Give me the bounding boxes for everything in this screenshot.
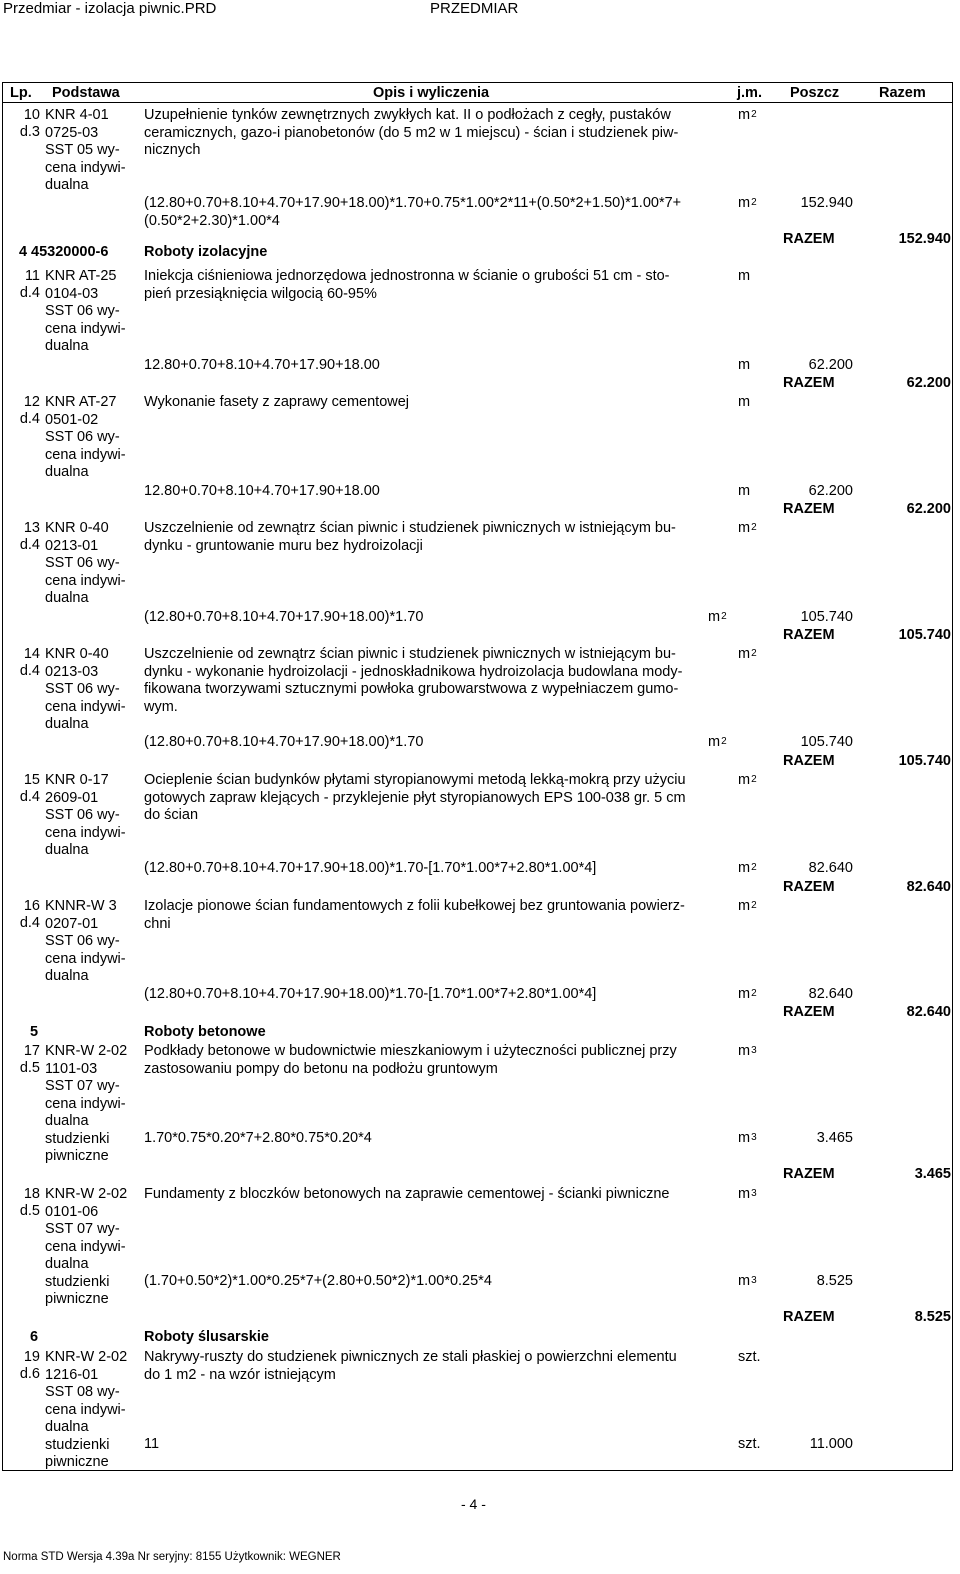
section-title: Roboty betonowe [144, 1024, 266, 1040]
item-basis-line: dualna [45, 464, 89, 480]
document-title: Przedmiar - izolacja piwnic.PRD [3, 0, 217, 17]
item-calc-unit-sup: 2 [751, 862, 757, 873]
item-description-line: dynku - wykonanie hydroizolacji - jednoskładnikowa hydroizolacja budowlana mody- [144, 663, 683, 680]
item-number-line: 17 [23, 1043, 40, 1059]
item-description-line: Nakrywy-ruszty do studzienek piwnicznych ze stali płaskiej o powierzchni elementu [144, 1349, 677, 1365]
item-basis-line: KNR 0-40 [45, 520, 109, 536]
item-description [144, 520, 724, 555]
item-number-line: d.4 [19, 285, 40, 301]
header-rule [2, 102, 953, 103]
item-basis-line: studzienki [45, 1273, 110, 1290]
item-number [4, 394, 40, 428]
item-unit [738, 520, 757, 537]
item-calc-unit-base: m [708, 609, 721, 625]
item-basis-line: dualna [45, 1113, 89, 1129]
section-title: Roboty izolacyjne [144, 244, 268, 260]
item-basis-line: 0213-03 [45, 663, 99, 680]
item-basis-line: SST 07 wy- [45, 1221, 120, 1237]
item-description-line: Uszczelnienie od zewnątrz ścian piwnic i studzienek piwnicznych w istniejącym bu- [144, 646, 676, 662]
item-basis [45, 520, 141, 608]
item-calc-unit-base: m [708, 734, 721, 750]
item-basis-line: 0101-06 [45, 1203, 99, 1220]
item-calculation: (12.80+0.70+8.10+4.70+17.90+18.00)*1.70+0.75*1.00*2*11+(0.50*2+1.50)*1.00*7+ [144, 195, 682, 211]
item-description-line: wym. [144, 698, 178, 715]
item-basis-line: SST 08 wy- [45, 1384, 120, 1400]
item-number-line: 16 [23, 898, 40, 914]
item-number-line: 13 [23, 520, 40, 536]
item-number-line: d.4 [19, 663, 40, 679]
item-number [4, 772, 40, 806]
item-basis-line: SST 06 wy- [45, 933, 120, 949]
item-calc-unit-sup: 3 [751, 1132, 757, 1143]
item-basis-line: SST 06 wy- [45, 681, 120, 697]
item-unit-sup: 3 [751, 1188, 757, 1199]
item-unit-base: m [738, 520, 751, 536]
item-quantity: 62.200 [808, 357, 853, 373]
item-description-line: do 1 m2 - na wzór istniejącym [144, 1366, 336, 1383]
item-basis-line: KNNR-W 3 [45, 898, 117, 914]
item-basis-line: SST 07 wy- [45, 1078, 120, 1094]
item-total-label: RAZEM [783, 1166, 835, 1182]
item-description [144, 898, 724, 933]
item-basis-line: KNR-W 2-02 [45, 1186, 128, 1202]
item-description-line: dynku - gruntowanie muru bez hydroizolacji [144, 537, 423, 554]
item-description-line: Wykonanie fasety z zaprawy cementowej [144, 394, 410, 410]
item-unit [738, 107, 757, 124]
item-number-line: 15 [23, 772, 40, 788]
item-description-line: Iniekcja ciśnieniowa jednorzędowa jednostronna w ścianie o grubości 51 cm - sto- [144, 268, 670, 284]
item-total-label: RAZEM [783, 753, 835, 769]
page-number: - 4 - [461, 1496, 486, 1512]
item-calc-unit-base: szt. [738, 1436, 761, 1452]
item-description-line: Izolacje pionowe ścian fundamentowych z folii kubełkowej bez gruntowania powierz- [144, 898, 685, 914]
item-unit [738, 394, 750, 411]
item-basis-line: KNR 0-17 [45, 772, 109, 788]
item-description [144, 107, 724, 160]
item-calculation: (1.70+0.50*2)*1.00*0.25*7+(2.80+0.50*2)*1.00*0.25*4 [144, 1273, 492, 1289]
item-description [144, 1043, 724, 1078]
item-unit [738, 1186, 757, 1203]
item-unit-sup: 3 [751, 1045, 757, 1056]
item-number-line: d.4 [19, 411, 40, 427]
item-basis-line: 0104-03 [45, 285, 99, 302]
item-basis-line: piwniczne [45, 1148, 109, 1164]
item-basis [45, 1043, 141, 1166]
item-basis [45, 772, 141, 860]
item-basis-line: cena indywi- [45, 1238, 126, 1255]
item-basis-line: 1101-03 [45, 1060, 98, 1077]
item-unit [738, 1349, 761, 1366]
item-calculation: (12.80+0.70+8.10+4.70+17.90+18.00)*1.70-[1.70*1.00*7+2.80*1.00*4] [144, 860, 597, 876]
item-quantity: 152.940 [800, 195, 853, 211]
item-unit [738, 646, 757, 663]
item-number-line: d.4 [19, 537, 40, 553]
item-basis-line: 0213-01 [45, 537, 99, 554]
item-unit [738, 268, 750, 285]
item-calc-unit-base: m [738, 986, 751, 1002]
item-calc-unit-sup: 2 [721, 736, 727, 747]
item-basis-line: KNR AT-25 [45, 268, 117, 284]
item-basis [45, 1349, 141, 1472]
item-basis [45, 394, 141, 482]
item-calc-unit-base: m [738, 357, 751, 373]
item-number [4, 520, 40, 554]
item-basis-line: piwniczne [45, 1291, 109, 1307]
item-basis-line: dualna [45, 177, 89, 193]
item-calc-unit-base: m [738, 483, 751, 499]
item-basis-line: dualna [45, 1256, 89, 1272]
item-unit-base: m [738, 646, 751, 662]
item-basis-line: cena indywi- [45, 446, 126, 463]
item-calc-unit-sup: 2 [751, 988, 757, 999]
item-total-label: RAZEM [783, 879, 835, 895]
item-total-label: RAZEM [783, 627, 835, 643]
item-basis-line: dualna [45, 338, 89, 354]
item-total-value: 105.740 [898, 627, 951, 643]
item-description [144, 1186, 724, 1204]
item-total-value: 62.200 [906, 501, 951, 517]
item-description [144, 394, 724, 412]
item-unit-base: m [738, 772, 751, 788]
item-description-line: zastosowaniu pompy do betonu na podłożu gruntowym [144, 1060, 498, 1077]
item-calculation: (12.80+0.70+8.10+4.70+17.90+18.00)*1.70 [144, 734, 424, 750]
item-number-line: d.4 [19, 915, 40, 931]
item-total-value: 8.525 [914, 1309, 951, 1325]
item-number-line: 19 [23, 1349, 40, 1365]
item-description-line: nicznych [144, 142, 201, 158]
item-total-label: RAZEM [783, 1309, 835, 1325]
item-calculation: 12.80+0.70+8.10+4.70+17.90+18.00 [144, 483, 380, 499]
item-unit-sup: 2 [751, 900, 757, 911]
item-description [144, 1349, 724, 1384]
section-title: Roboty ślusarskie [144, 1329, 269, 1345]
item-basis-line: dualna [45, 842, 89, 858]
item-basis-line: cena indywi- [45, 950, 126, 967]
item-calculation: (0.50*2+2.30)*1.00*4 [144, 212, 280, 229]
item-basis-line: KNR-W 2-02 [45, 1043, 128, 1059]
item-unit-base: szt. [738, 1349, 761, 1365]
item-calculation: (12.80+0.70+8.10+4.70+17.90+18.00)*1.70-[1.70*1.00*7+2.80*1.00*4] [144, 986, 597, 1002]
col-header-total: Razem [879, 85, 926, 101]
item-calculation: (12.80+0.70+8.10+4.70+17.90+18.00)*1.70 [144, 609, 424, 625]
item-basis-line: cena indywi- [45, 1401, 126, 1418]
item-basis-line: cena indywi- [45, 824, 126, 841]
section-number: 4 [19, 244, 28, 260]
item-number-line: 18 [23, 1186, 40, 1202]
item-unit-base: m [738, 1043, 751, 1059]
item-number-line: d.5 [19, 1203, 40, 1219]
item-unit [738, 1043, 757, 1060]
col-header-lp: Lp. [10, 85, 32, 101]
item-number-line: d.5 [19, 1060, 40, 1076]
item-basis-line: 0501-02 [45, 411, 99, 428]
item-calc-unit-sup: 2 [751, 197, 757, 208]
item-calc-unit-base: m [738, 195, 751, 211]
col-header-qty: Poszcz [790, 85, 840, 101]
item-basis-line: KNR-W 2-02 [45, 1349, 128, 1365]
item-total-label: RAZEM [783, 1004, 835, 1020]
item-calc-unit-base: m [738, 860, 751, 876]
item-description [144, 772, 724, 825]
item-basis-line: cena indywi- [45, 320, 126, 337]
item-unit-base: m [738, 268, 751, 284]
item-total-value: 105.740 [898, 753, 951, 769]
item-quantity: 105.740 [800, 734, 853, 750]
item-calculation: 1.70*0.75*0.20*7+2.80*0.75*0.20*4 [144, 1130, 372, 1146]
item-description-line: do ścian [144, 807, 199, 823]
item-unit [738, 898, 757, 915]
item-number [4, 1349, 40, 1383]
item-basis [45, 1186, 141, 1309]
item-number [4, 646, 40, 680]
item-calc-unit-sup: 3 [751, 1275, 757, 1286]
item-total-value: 82.640 [906, 1004, 951, 1020]
item-basis-line: cena indywi- [45, 1095, 126, 1112]
item-basis-line: cena indywi- [45, 572, 126, 589]
item-unit-sup: 2 [751, 774, 757, 785]
item-total-value: 152.940 [898, 231, 951, 247]
item-calc-unit-base: m [738, 1130, 751, 1146]
item-basis [45, 898, 141, 986]
item-unit-sup: 2 [751, 648, 757, 659]
item-calc-unit-base: m [738, 1273, 751, 1289]
item-calc-unit [708, 609, 727, 626]
item-total-label: RAZEM [783, 375, 835, 391]
item-number [4, 1043, 40, 1077]
item-basis-line: studzienki [45, 1436, 110, 1453]
item-unit-base: m [738, 107, 751, 123]
item-number-line: d.6 [19, 1366, 40, 1382]
item-basis-line: dualna [45, 590, 89, 606]
item-description-line: Uzupełnienie tynków zewnętrznych zwykłych kat. II o podłożach z cegły, pustaków [144, 107, 671, 123]
item-calculation: 12.80+0.70+8.10+4.70+17.90+18.00 [144, 357, 380, 373]
item-basis-line: SST 06 wy- [45, 429, 120, 445]
item-basis-line: SST 05 wy- [45, 142, 120, 158]
item-unit-base: m [738, 1186, 751, 1202]
item-description-line: Fundamenty z bloczków betonowych na zaprawie cementowej - ścianki piwniczne [144, 1186, 670, 1202]
item-basis-line: KNR AT-27 [45, 394, 117, 410]
item-number [4, 268, 40, 302]
item-quantity: 105.740 [800, 609, 853, 625]
item-number-line: 10 [23, 107, 40, 123]
item-basis-line: SST 06 wy- [45, 807, 120, 823]
item-basis-line: SST 06 wy- [45, 555, 120, 571]
item-number [4, 107, 40, 141]
item-unit [738, 772, 757, 789]
item-total-value: 62.200 [906, 375, 951, 391]
item-quantity: 62.200 [808, 483, 853, 499]
item-basis-line: studzienki [45, 1130, 110, 1147]
section-number: 5 [30, 1024, 39, 1040]
item-basis-line: 0725-03 [45, 124, 99, 141]
item-total-label: RAZEM [783, 231, 835, 247]
item-number-line: 14 [23, 646, 40, 662]
item-number-line: d.4 [19, 789, 40, 805]
item-description-line: Ocieplenie ścian budynków płytami styropianowymi metodą lekką-mokrą przy użyciu [144, 772, 686, 788]
item-calc-unit [708, 734, 727, 751]
item-basis [45, 268, 141, 356]
item-description-line: ceramicznych, gazo-i pianobetonów (do 5 m2 w 1 miejscu) - ścian i studzienek piw- [144, 124, 679, 141]
footer-text: Norma STD Wersja 4.39a Nr seryjny: 8155 Użytkownik: WEGNER [3, 1551, 341, 1563]
item-calculation: 11 [144, 1436, 160, 1452]
item-number-line: d.3 [19, 124, 40, 140]
item-unit-base: m [738, 898, 751, 914]
item-basis-line: dualna [45, 968, 89, 984]
col-header-desc: Opis i wyliczenia [373, 85, 490, 101]
col-header-basis: Podstawa [52, 85, 120, 101]
item-basis-line: cena indywi- [45, 159, 126, 176]
item-basis-line: 0207-01 [45, 915, 99, 932]
item-unit-base: m [738, 394, 751, 410]
item-number-line: 12 [23, 394, 40, 410]
item-description-line: Podkłady betonowe w budownictwie mieszkaniowym i użyteczności publicznej przy [144, 1043, 677, 1059]
section-number: 6 [30, 1329, 39, 1345]
item-unit-sup: 2 [751, 109, 757, 120]
item-basis-line: 2609-01 [45, 789, 99, 806]
item-unit-sup: 2 [751, 522, 757, 533]
item-basis-line: cena indywi- [45, 698, 126, 715]
item-basis-line: KNR 0-40 [45, 646, 109, 662]
item-basis [45, 646, 141, 734]
item-description-line: pień przesiąknięcia wilgocią 60-95% [144, 285, 377, 302]
item-quantity: 82.640 [808, 986, 853, 1002]
item-basis-line: piwniczne [45, 1454, 109, 1470]
item-basis-line: SST 06 wy- [45, 303, 120, 319]
item-number-line: 11 [24, 268, 40, 284]
document-type: PRZEDMIAR [430, 0, 519, 17]
section-code: 45320000-6 [31, 244, 109, 260]
item-basis-line: dualna [45, 716, 89, 732]
item-total-label: RAZEM [783, 501, 835, 517]
item-total-value: 82.640 [906, 879, 951, 895]
item-description-line: gotowych zapraw klejących - przyklejenie płyt styropianowych EPS 100-038 gr. 5 cm [144, 789, 686, 806]
item-total-value: 3.465 [914, 1166, 951, 1182]
item-basis-line: 1216-01 [45, 1366, 99, 1383]
item-number [4, 898, 40, 932]
item-description [144, 646, 724, 716]
item-number [4, 1186, 40, 1220]
item-quantity: 11.000 [809, 1436, 853, 1452]
item-quantity: 3.465 [816, 1130, 853, 1146]
item-calc-unit-sup: 2 [721, 611, 727, 622]
item-quantity: 82.640 [808, 860, 853, 876]
item-basis-line: KNR 4-01 [45, 107, 109, 123]
item-description [144, 268, 724, 303]
col-header-unit: j.m. [737, 85, 762, 101]
item-basis-line: dualna [45, 1419, 89, 1435]
item-description-line: chni [144, 915, 171, 932]
item-quantity: 8.525 [816, 1273, 853, 1289]
item-basis [45, 107, 141, 195]
item-description-line: Uszczelnienie od zewnątrz ścian piwnic i studzienek piwnicznych w istniejącym bu- [144, 520, 676, 536]
item-description-line: fikowana tworzywami sztucznymi powłoka grubowarstwowa z wypełniaczem gumo- [144, 681, 679, 697]
